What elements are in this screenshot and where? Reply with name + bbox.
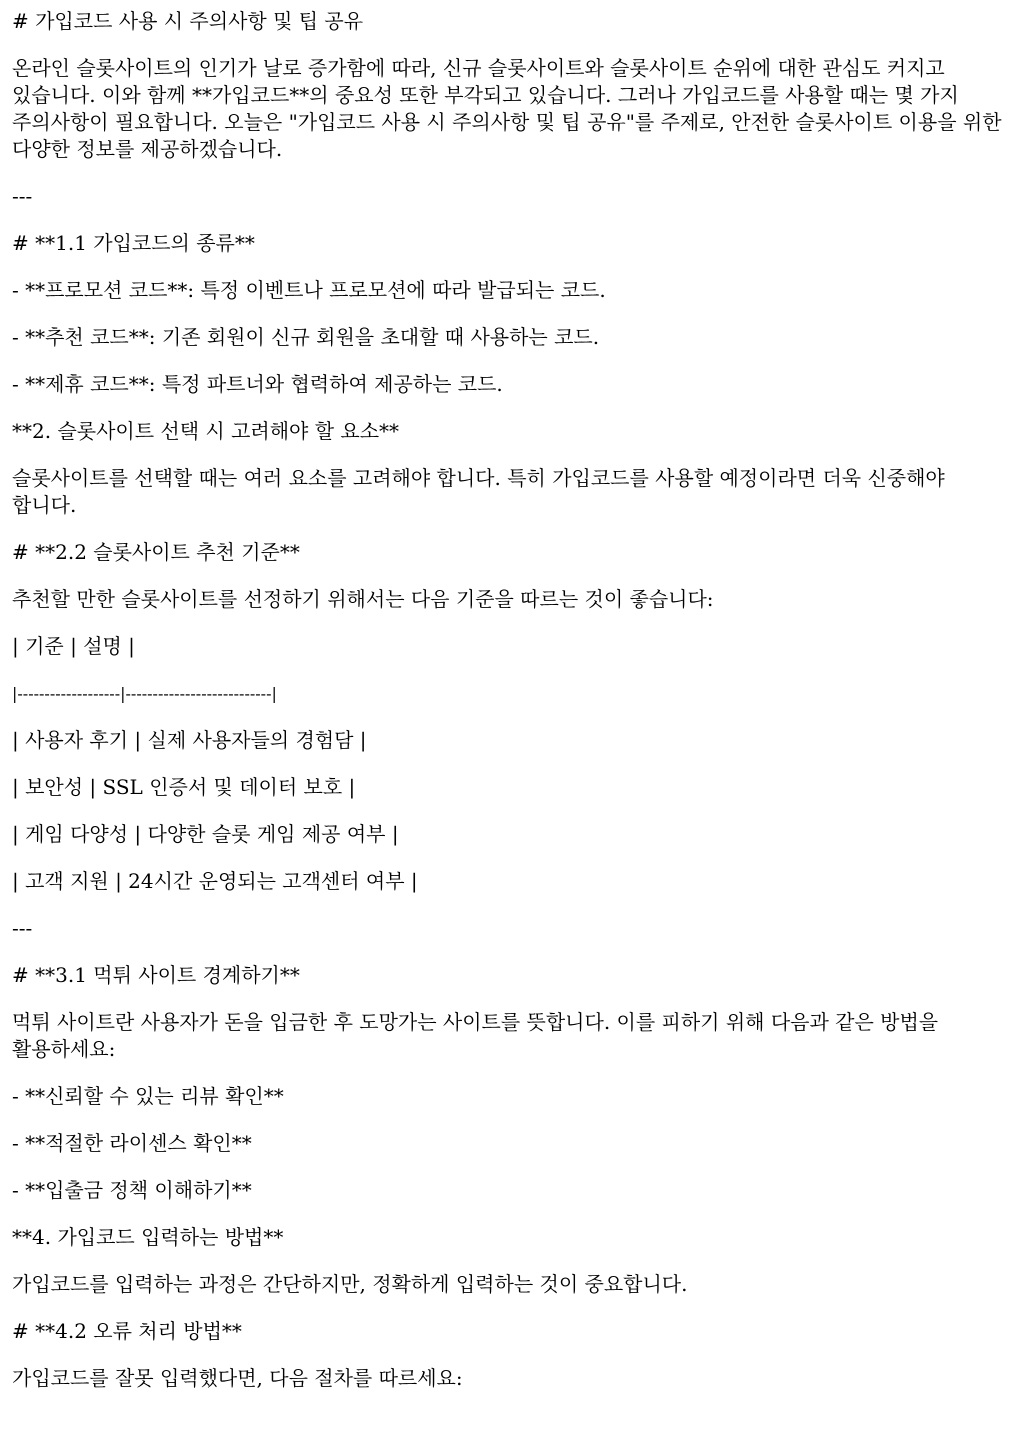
table-separator-line: |-------------------|---------------------------| xyxy=(12,684,277,703)
list-item: - **추천 코드**: 기존 회원이 신규 회원을 초대할 때 사용하는 코드. xyxy=(12,325,600,349)
list-item: - **제휴 코드**: 특정 파트너와 협력하여 제공하는 코드. xyxy=(12,372,503,396)
section-heading: # **3.1 먹튀 사이트 경계하기** xyxy=(12,963,300,987)
intro-paragraph: 온라인 슬롯사이트의 인기가 날로 증가함에 따라, 신규 슬롯사이트와 슬롯사이트 순위에 대한 관심도 커지고 있습니다. 이와 함께 **가입코드**의 중요성 또한 부각되고 있습니다. 그러나 가입코드를 사용할 때는 몇 가지 주의사항이 필요합니다. 오늘은 "가입코드 사용 시 주의사항 및 팁 공유"를 주제로, 안전한 슬롯사이트 이용을 위한 다양한 정보를 제공하겠습니다. xyxy=(12,56,1002,161)
table-row-line: | 게임 다양성 | 다양한 슬롯 게임 제공 여부 | xyxy=(12,822,399,846)
paragraph: 추천할 만한 슬롯사이트를 선정하기 위해서는 다음 기준을 따르는 것이 좋습니다: xyxy=(12,587,714,611)
horizontal-rule: --- xyxy=(12,916,33,940)
table-row-line: | 보안성 | SSL 인증서 및 데이터 보호 | xyxy=(12,775,356,799)
section-heading: **4. 가입코드 입력하는 방법** xyxy=(12,1225,284,1249)
section-heading: # **4.2 오류 처리 방법** xyxy=(12,1319,242,1343)
paragraph: 먹튀 사이트란 사용자가 돈을 입금한 후 도망가는 사이트를 뜻합니다. 이를 피하기 위해 다음과 같은 방법을 활용하세요: xyxy=(12,1010,939,1061)
section-heading: # **2.2 슬롯사이트 추천 기준** xyxy=(12,540,300,564)
document-title: # 가입코드 사용 시 주의사항 및 팁 공유 xyxy=(12,9,364,33)
section-heading: # **1.1 가입코드의 종류** xyxy=(12,231,255,255)
table-header-line: | 기준 | 설명 | xyxy=(12,634,135,658)
list-item: - **적절한 라이센스 확인** xyxy=(12,1131,252,1155)
list-item: - **입출금 정책 이해하기** xyxy=(12,1178,252,1202)
section-heading: **2. 슬롯사이트 선택 시 고려해야 할 요소** xyxy=(12,419,400,443)
paragraph: 슬롯사이트를 선택할 때는 여러 요소를 고려해야 합니다. 특히 가입코드를 사용할 예정이라면 더욱 신중해야 합니다. xyxy=(12,466,945,517)
horizontal-rule: --- xyxy=(12,184,33,208)
paragraph: 가입코드를 잘못 입력했다면, 다음 절차를 따르세요: xyxy=(12,1366,463,1390)
list-item: - **프로모션 코드**: 특정 이벤트나 프로모션에 따라 발급되는 코드. xyxy=(12,278,606,302)
paragraph: 가입코드를 입력하는 과정은 간단하지만, 정확하게 입력하는 것이 중요합니다. xyxy=(12,1272,688,1296)
list-item: - **신뢰할 수 있는 리뷰 확인** xyxy=(12,1084,284,1108)
table-row-line: | 고객 지원 | 24시간 운영되는 고객센터 여부 | xyxy=(12,869,418,893)
table-row-line: | 사용자 후기 | 실제 사용자들의 경험담 | xyxy=(12,728,367,752)
